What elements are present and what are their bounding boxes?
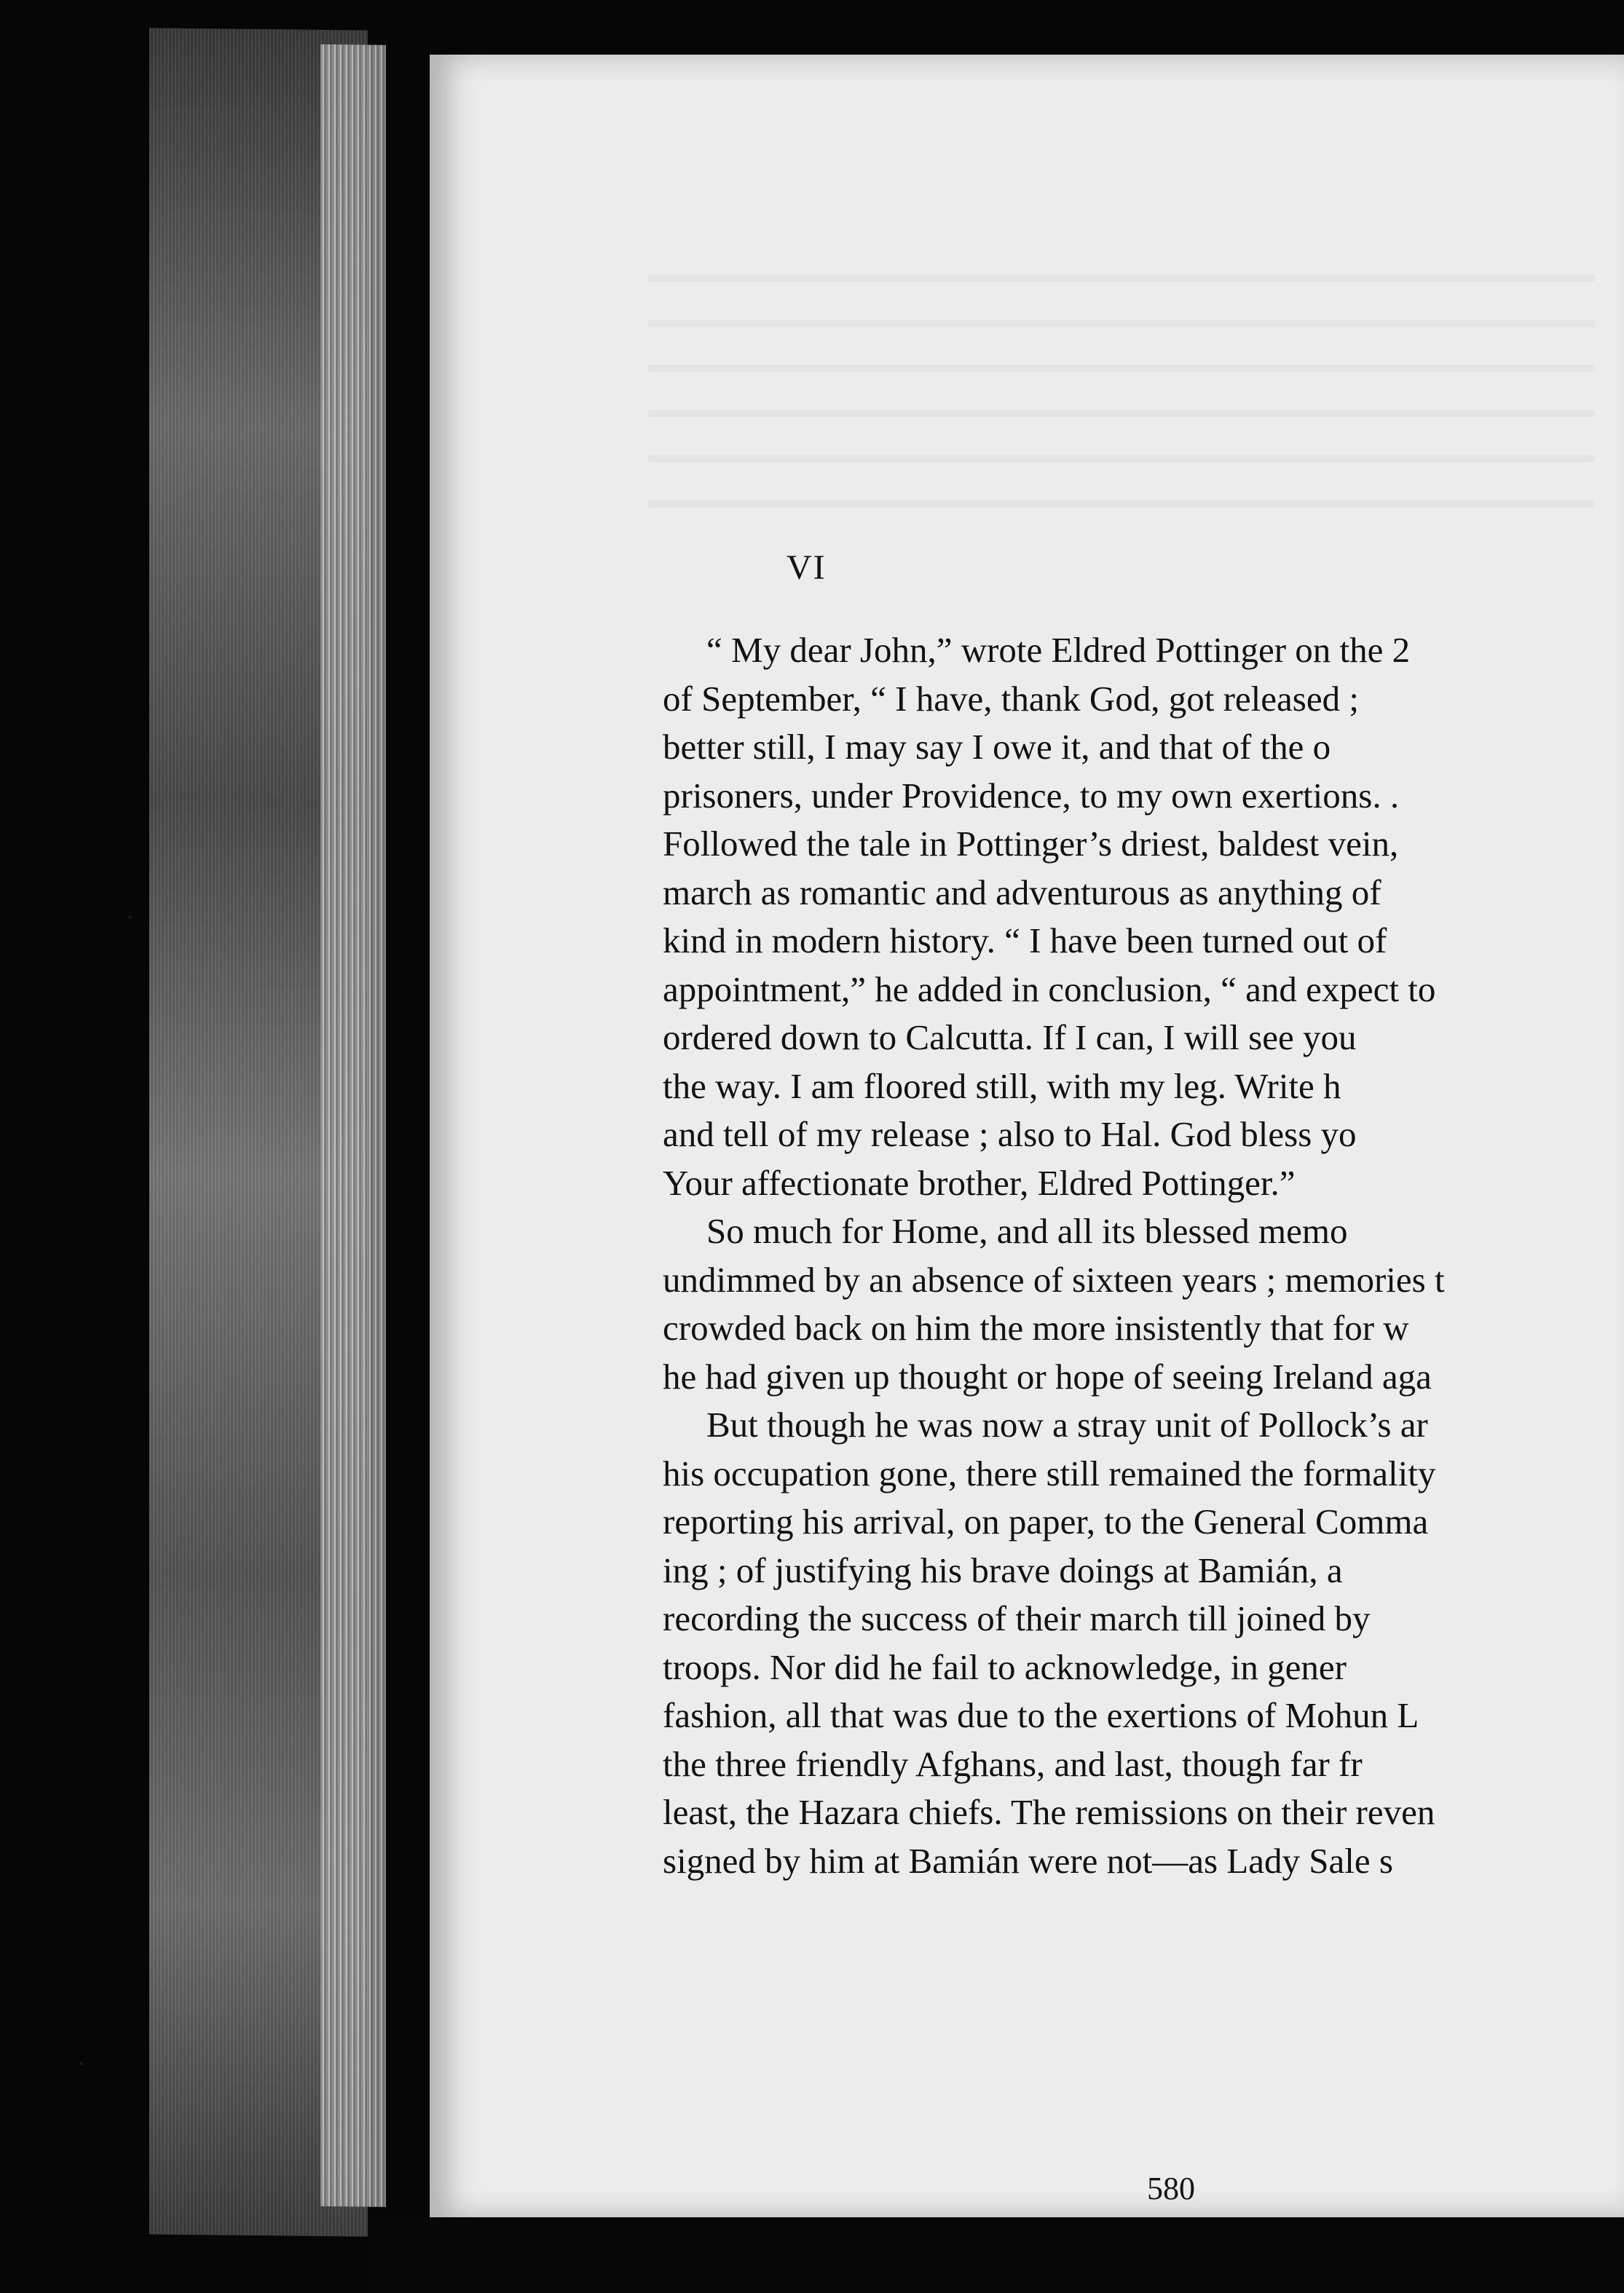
text-line: signed by him at Bamián were not—as Lady Sale s (663, 1840, 1393, 1881)
text-line: So much for Home, and all its blessed memo (706, 1211, 1348, 1251)
text-line: “ My dear John,” wrote Eldred Pottinger on the 2 (706, 630, 1411, 670)
text-line: Followed the tale in Pottinger’s driest, baldest vein, (663, 824, 1399, 864)
text-line: march as romantic and adventurous as anything of (663, 872, 1381, 912)
text-line: Your affectionate brother, Eldred Pottinger.” (663, 1162, 1296, 1203)
text-line: fashion, all that was due to the exertions of Mohun L (663, 1695, 1419, 1735)
text-line: reporting his arrival, on paper, to the General Comma (663, 1501, 1429, 1542)
text-line: crowded back on him the more insistently that for w (663, 1308, 1409, 1348)
text-line: better still, I may say I owe it, and that of the o (663, 727, 1331, 767)
text-line: least, the Hazara chiefs. The remissions on their reven (663, 1792, 1435, 1832)
text-line: appointment,” he added in conclusion, “ and expect to (663, 968, 1436, 1009)
text-line: kind in modern history. “ I have been turned out of (663, 920, 1387, 960)
text-line: ordered down to Calcutta. If I can, I will see you (663, 1017, 1357, 1057)
text-line: he had given up thought or hope of seeing Ireland aga (663, 1356, 1432, 1397)
bottom-shadow (368, 2217, 1624, 2293)
text-line: of September, “ I have, thank God, got released ; (663, 678, 1359, 719)
text-line: the three friendly Afghans, and last, though far fr (663, 1743, 1363, 1784)
text-line: the way. I am floored still, with my leg. Write h (663, 1065, 1341, 1106)
page-number: 580 (1147, 2171, 1195, 2206)
bleed-through (648, 237, 1595, 528)
chapter-heading: VI (787, 548, 827, 587)
text-line: undimmed by an absence of sixteen years ; memories t (663, 1259, 1445, 1300)
text-line: troops. Nor did he fail to acknowledge, in gener (663, 1646, 1347, 1687)
text-line: But though he was now a stray unit of Pollock’s ar (706, 1405, 1428, 1445)
text-line: prisoners, under Providence, to my own exertions. . (663, 775, 1400, 816)
text-line: recording the success of their march till joined by (663, 1598, 1371, 1638)
book-fore-edge (149, 28, 368, 2236)
text-line: ing ; of justifying his brave doings at Bamián, a (663, 1550, 1343, 1590)
text-line: and tell of my release ; also to Hal. God bless yo (663, 1114, 1357, 1154)
text-line: his occupation gone, there still remained the formality (663, 1453, 1436, 1493)
body-text (663, 626, 1624, 1885)
